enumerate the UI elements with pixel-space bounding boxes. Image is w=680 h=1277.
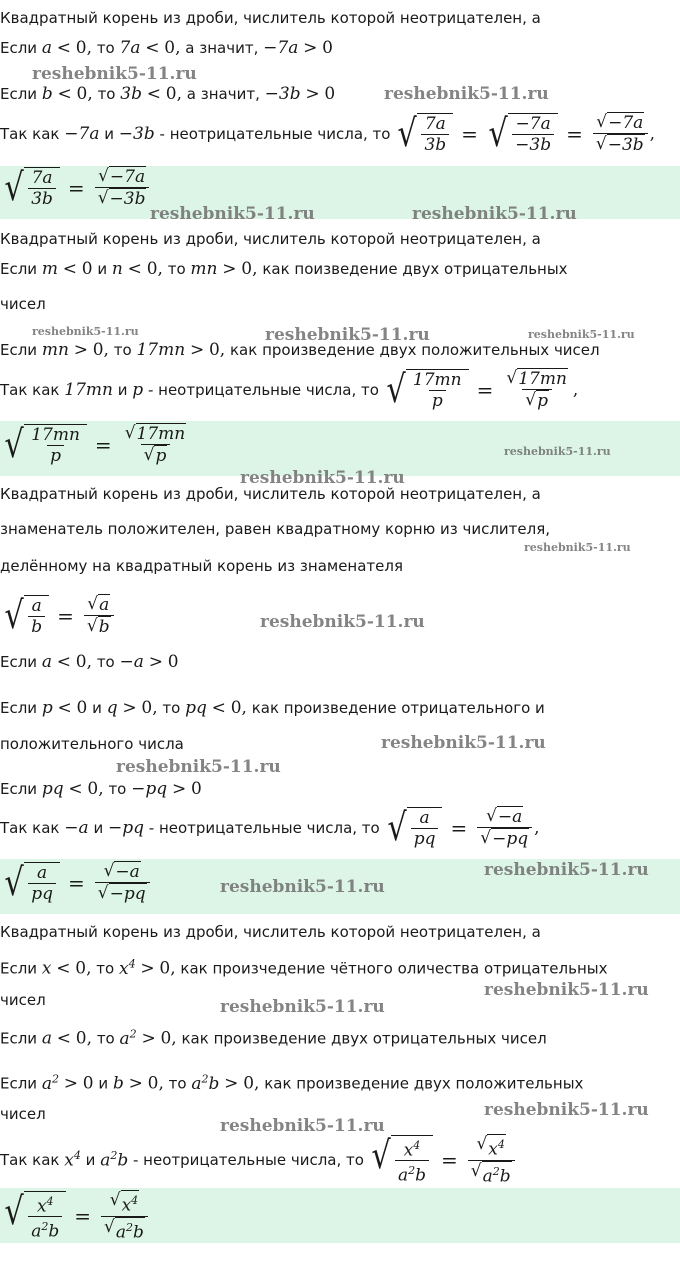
math-num: 0 [81, 259, 93, 279]
s4-heading: Квадратный корень из дроби, числитель которой неотрицателен, а [0, 923, 541, 941]
text: то [168, 1074, 187, 1093]
math-var: pq [185, 698, 207, 718]
text: Если [0, 959, 38, 978]
watermark: reshebnik5-11.ru [32, 64, 197, 84]
text: Так как [0, 818, 60, 837]
comma: , [534, 817, 540, 838]
math-op: > [171, 779, 187, 799]
equals-sign: = [440, 1148, 458, 1173]
text: Если [0, 39, 38, 57]
sqrt-fraction: √ $\frac{7a}{3b}$ [2, 167, 60, 209]
equals-sign: = [67, 175, 85, 200]
math-var: a [41, 652, 52, 672]
s4-line-3b: чисел [0, 1105, 46, 1123]
math-op: > [148, 652, 163, 672]
fraction-of-roots: √ $x^4$ √ $a^2b$ [468, 1134, 515, 1186]
math-num: 0, [164, 38, 181, 58]
math-var: 7a [119, 38, 141, 58]
math-op: > [140, 958, 155, 979]
watermark: reshebnik5-11.ru [220, 997, 385, 1017]
s3-line-3: делённому на квадратный корень из знаменателя [0, 557, 404, 575]
math-var: pq [41, 779, 64, 799]
text: Если [0, 85, 38, 103]
math-var: n [111, 259, 123, 279]
math-var: b [112, 1073, 124, 1094]
text: как произведение отрицательного и [251, 699, 545, 717]
math-op: > [224, 1073, 239, 1094]
math-var: −pq [107, 817, 144, 838]
s4-line-1 [0, 954, 607, 979]
s2-result [2, 423, 191, 466]
math-var: 3b [120, 84, 142, 104]
text: как произведение двух положительных чисел [229, 341, 600, 359]
math-num: 0 [324, 84, 336, 104]
math-num: 0, [243, 1073, 260, 1094]
math-var: $x^4$ [118, 957, 136, 979]
text: - неотрицательные числа, то [133, 1151, 364, 1170]
math-num: 0, [147, 1073, 164, 1094]
equals-sign: = [57, 603, 74, 628]
text: - неотрицательные числа, то [159, 124, 391, 143]
fraction-of-roots: √ 17mn √ p [124, 423, 186, 466]
text: Если [0, 341, 38, 359]
fraction-of-roots: √ −a √ −pq [477, 806, 532, 849]
math-var: mn [41, 340, 69, 360]
math-op: < [56, 652, 72, 672]
watermark: reshebnik5-11.ru [484, 1100, 649, 1120]
math-num: 0, [92, 340, 109, 360]
watermark: reshebnik5-11.ru [504, 445, 611, 458]
text: и [85, 1151, 96, 1170]
math-var: $a^2$ [41, 1072, 59, 1094]
watermark: reshebnik5-11.ru [484, 860, 649, 880]
watermark: reshebnik5-11.ru [220, 877, 385, 897]
s3-line-5b: положительного числа [0, 735, 184, 753]
text: и [93, 818, 104, 837]
text: и [117, 380, 128, 399]
text: и [98, 1074, 109, 1093]
watermark: reshebnik5-11.ru [524, 541, 631, 554]
text: то [96, 1029, 115, 1048]
equals-sign: = [461, 121, 478, 146]
watermark: reshebnik5-11.ru [32, 325, 139, 338]
equals-sign: = [94, 432, 112, 457]
fraction-of-roots: √ −7a √ −3b [95, 166, 150, 209]
s3-heading: Квадратный корень из дроби, числитель которой неотрицателен, а [0, 485, 541, 503]
sqrt-fraction: √ $\frac{7a}{3b}$ [395, 113, 453, 155]
math-var: $a^2b$ [100, 1149, 129, 1171]
math-op: > [122, 698, 137, 718]
text: как произчедение чётного оличества отрицательных [180, 959, 608, 978]
math-var: a [41, 1028, 52, 1049]
s2-line-1b: чисел [0, 295, 46, 313]
watermark: reshebnik5-11.ru [260, 612, 425, 632]
math-num: 0 [76, 698, 88, 718]
math-op: < [211, 698, 226, 718]
text: Если [0, 1074, 38, 1093]
text: то [96, 653, 115, 671]
text: Так как [0, 124, 60, 143]
watermark: reshebnik5-11.ru [150, 204, 315, 224]
math-num: 0, [87, 779, 104, 799]
text: как поизведение двух отрицательных [262, 260, 568, 278]
s1-line-2 [0, 84, 335, 104]
math-num: 0, [146, 259, 163, 279]
s1-result [2, 166, 151, 209]
text: то [162, 699, 181, 717]
math-num: 0, [75, 1028, 93, 1049]
math-num: 0 [167, 652, 179, 672]
equals-sign: = [566, 121, 583, 146]
math-var: $a^2b$ [191, 1072, 220, 1094]
math-var: −7a [64, 123, 100, 144]
watermark: reshebnik5-11.ru [484, 980, 649, 1000]
comma: , [649, 123, 656, 144]
comma: , [572, 379, 579, 400]
equals-sign: = [74, 1204, 92, 1229]
watermark: reshebnik5-11.ru [265, 325, 430, 345]
watermark: reshebnik5-11.ru [240, 468, 405, 488]
sqrt-fraction: √ $\frac{-7a}{-3b}$ [486, 113, 558, 155]
text: и [92, 699, 102, 717]
math-num: 0, [75, 652, 93, 672]
math-var: −7a [263, 38, 299, 58]
watermark: reshebnik5-11.ru [412, 204, 577, 224]
math-var: 17mn [64, 379, 113, 400]
math-num: 0, [165, 84, 183, 104]
math-num: 0, [230, 698, 247, 718]
math-op: > [222, 259, 237, 279]
math-op: > [303, 38, 318, 58]
math-var: $x^4$ [64, 1149, 81, 1171]
math-op: < [56, 1028, 72, 1049]
s4-line-1b: чисел [0, 991, 46, 1009]
s2-line-3 [0, 368, 578, 411]
math-num: 0, [75, 38, 93, 58]
s3-line-2: знаменатель положителен, равен квадратному корню из числителя, [0, 520, 551, 538]
text: Так как [0, 380, 60, 399]
math-op: > [128, 1073, 143, 1094]
math-num: 0 [322, 38, 333, 58]
math-var: a [41, 38, 52, 58]
math-op: < [145, 38, 160, 58]
fraction-of-roots: √ −7a √ −3b [593, 112, 648, 155]
watermark: reshebnik5-11.ru [528, 328, 635, 341]
math-num: 0, [159, 958, 176, 979]
sqrt-fraction: √ $\frac{a}{pq}$ [385, 807, 443, 849]
s3-line-7 [0, 806, 540, 849]
math-var: b [41, 84, 53, 104]
s1-line-3 [0, 112, 655, 155]
math-num: 0, [76, 84, 93, 104]
text: а значит, [185, 39, 259, 57]
math-op: < [57, 84, 72, 104]
math-num: 0 [190, 779, 202, 799]
math-num: 0, [75, 958, 92, 979]
sqrt-fraction: √ $\frac{x^4}{a^2b}$ [369, 1135, 433, 1186]
math-var: q [106, 698, 118, 718]
text: то [108, 780, 127, 798]
sqrt-fraction: √ $\frac{17mn}{p}$ [2, 424, 87, 466]
math-var: $a^2$ [119, 1027, 137, 1049]
math-op: > [305, 84, 320, 104]
math-var: −3b [264, 84, 301, 104]
s2-heading: Квадратный корень из дроби, числитель которой неотрицателен, а [0, 230, 541, 248]
text: то [96, 39, 115, 57]
sqrt-fraction: √ $\frac{17mn}{p}$ [384, 369, 469, 411]
text: и [97, 260, 108, 278]
s4-line-3 [0, 1069, 583, 1094]
s4-line-4 [0, 1134, 517, 1186]
fraction-of-roots: √ a √ b [84, 594, 114, 637]
s1-heading: Квадратный корень из дроби, числитель которой неотрицателен, а [0, 9, 541, 27]
math-op: > [141, 1028, 156, 1049]
math-var: −a [119, 652, 144, 672]
result-highlight [0, 166, 680, 219]
s3-result [2, 861, 152, 904]
sqrt-fraction: √ $\frac{x^4}{a^2b}$ [2, 1191, 66, 1242]
text: - неотрицательные числа, то [147, 380, 379, 399]
text: то [97, 85, 116, 103]
math-var: p [41, 698, 53, 718]
s2-line-1 [0, 259, 568, 279]
text: Если [0, 780, 38, 798]
s4-result [2, 1190, 150, 1242]
math-op: < [56, 38, 72, 58]
text: то [96, 959, 115, 978]
fraction-of-roots: √ 17mn √ p [506, 368, 567, 411]
watermark: reshebnik5-11.ru [381, 733, 546, 753]
math-var: −3b [118, 123, 155, 144]
s3-line-6 [0, 779, 202, 799]
text: то [167, 260, 186, 278]
s1-line-1 [0, 38, 333, 58]
text: - неотрицательные числа, то [148, 818, 380, 837]
text: Если [0, 699, 38, 717]
text: и [104, 124, 115, 143]
math-num: 0 [82, 1073, 94, 1094]
watermark: reshebnik5-11.ru [116, 757, 281, 777]
text: Если [0, 653, 38, 671]
math-op: < [56, 958, 71, 979]
math-op: < [146, 84, 161, 104]
text: Если [0, 260, 38, 278]
math-num: 0, [241, 259, 258, 279]
text: а значит, [186, 85, 260, 103]
math-var: x [41, 958, 52, 979]
s3-line-4 [0, 652, 179, 672]
s3-rule [2, 594, 116, 637]
math-op: > [189, 340, 205, 360]
text: Если [0, 1029, 38, 1048]
math-var: p [132, 379, 144, 400]
watermark: reshebnik5-11.ru [220, 1116, 385, 1136]
fraction-of-roots: √ −a √ −pq [95, 861, 150, 904]
text: как произведение двух положительных [264, 1074, 584, 1093]
math-var: 17mn [136, 340, 186, 360]
text: как произведение двух отрицательных чисел [181, 1029, 547, 1048]
math-var: −a [64, 817, 89, 838]
s3-line-5 [0, 698, 545, 718]
sqrt-fraction: √ $\frac{a}{pq}$ [2, 862, 60, 904]
math-op: < [57, 698, 72, 718]
sqrt-fraction: √ $\frac{a}{b}$ [2, 595, 49, 637]
s4-line-2 [0, 1024, 547, 1049]
math-num: 0, [208, 340, 226, 360]
text: то [113, 341, 132, 359]
math-op: > [73, 340, 88, 360]
math-var: mn [190, 259, 218, 279]
equals-sign: = [67, 870, 85, 895]
watermark: reshebnik5-11.ru [384, 84, 549, 104]
math-op: < [127, 259, 142, 279]
math-op: > [63, 1073, 79, 1094]
result-highlight [0, 1188, 680, 1243]
math-op: < [62, 259, 77, 279]
math-var: m [41, 259, 58, 279]
equals-sign: = [450, 815, 468, 840]
equals-sign: = [476, 377, 494, 402]
text: Так как [0, 1151, 60, 1170]
math-num: 0, [160, 1028, 177, 1049]
fraction-of-roots: √ $x^4$ √ $a^2b$ [101, 1190, 148, 1242]
math-num: 0, [141, 698, 158, 718]
math-var: −pq [131, 779, 168, 799]
math-op: < [68, 779, 83, 799]
